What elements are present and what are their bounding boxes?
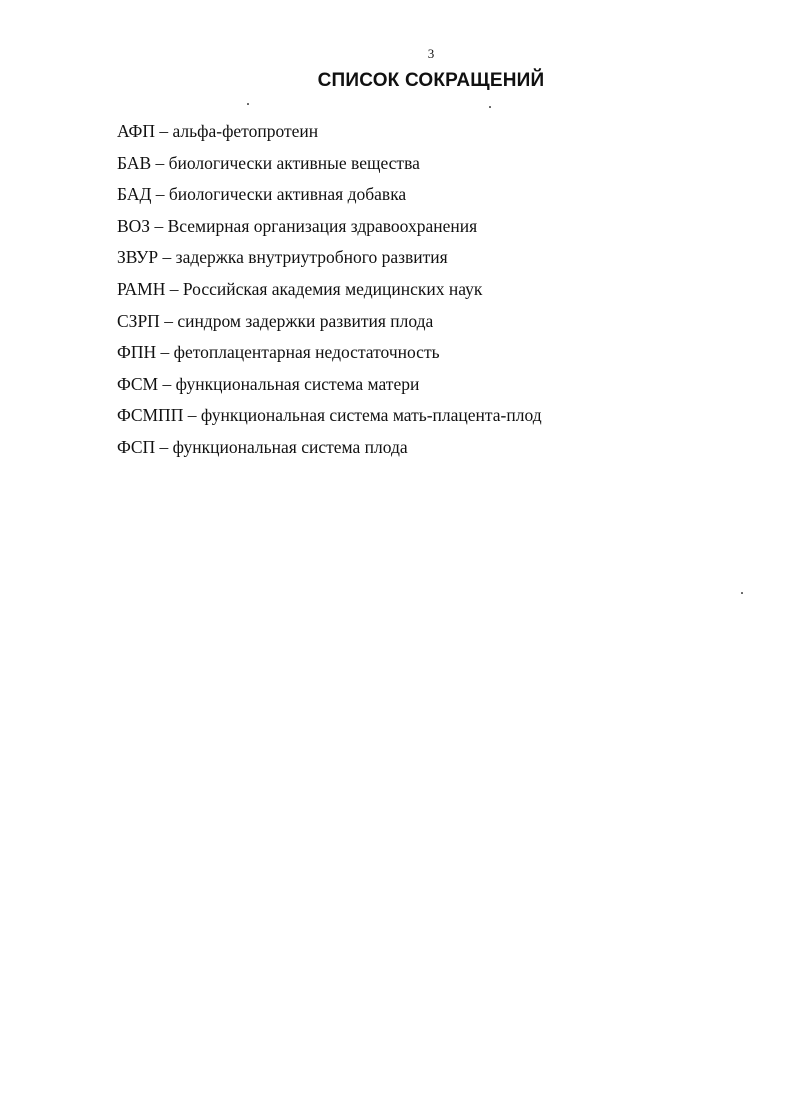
page-number: 3 [427, 46, 435, 61]
separator: – [158, 373, 176, 394]
definition: фетоплацентарная недостаточность [173, 342, 440, 363]
scan-speck [247, 103, 249, 105]
list-item [117, 211, 542, 243]
list-item [117, 148, 542, 180]
separator: – [156, 342, 174, 363]
separator: – [155, 121, 173, 141]
list-item [117, 274, 542, 306]
list-item [117, 306, 542, 338]
scan-speck [741, 592, 743, 594]
separator: – [150, 215, 168, 236]
definition: синдром задержки развития плода [177, 310, 434, 331]
separator: – [165, 278, 183, 299]
separator: – [151, 184, 169, 205]
abbreviation: ВОЗ [117, 215, 151, 236]
definition: биологически активная добавка [168, 184, 407, 205]
list-item [117, 400, 542, 432]
abbreviation: ФПН [117, 342, 157, 363]
definition: функциональная система матери [175, 373, 420, 394]
scan-speck [489, 106, 491, 108]
abbreviation: СЗРП [117, 310, 160, 331]
abbreviation: АФП [117, 121, 155, 141]
list-item [117, 369, 542, 401]
separator: – [183, 405, 201, 426]
list-item [117, 179, 542, 211]
abbreviation: РАМН [117, 278, 166, 299]
definition: биологически активные вещества [168, 152, 420, 173]
list-item [117, 337, 542, 369]
separator: – [151, 152, 169, 173]
definition: функциональная система плода [172, 436, 408, 457]
separator: – [158, 247, 176, 268]
abbreviation: ФСМ [117, 373, 159, 394]
abbreviation: ФСП [117, 436, 156, 457]
definition: функциональная система мать-плацента-плод [200, 405, 542, 426]
definition: задержка внутриутробного развития [175, 247, 448, 268]
definition: альфа-фетопротеин [172, 121, 319, 141]
separator: – [159, 310, 178, 331]
abbreviation-list [117, 116, 542, 464]
list-item [117, 432, 542, 464]
page-title: СПИСОК СОКРАЩЕНИЙ [317, 70, 545, 91]
abbreviation: ФСМПП [117, 405, 184, 426]
abbreviation: БАВ [117, 152, 152, 173]
list-item [117, 116, 542, 148]
definition: Российская академия медицинских наук [182, 278, 483, 299]
abbreviation: ЗВУР [117, 247, 159, 268]
abbreviation: БАД [117, 184, 152, 205]
definition: Всемирная организация здравоохранения [167, 215, 478, 236]
separator: – [155, 436, 173, 457]
list-item [117, 242, 542, 274]
